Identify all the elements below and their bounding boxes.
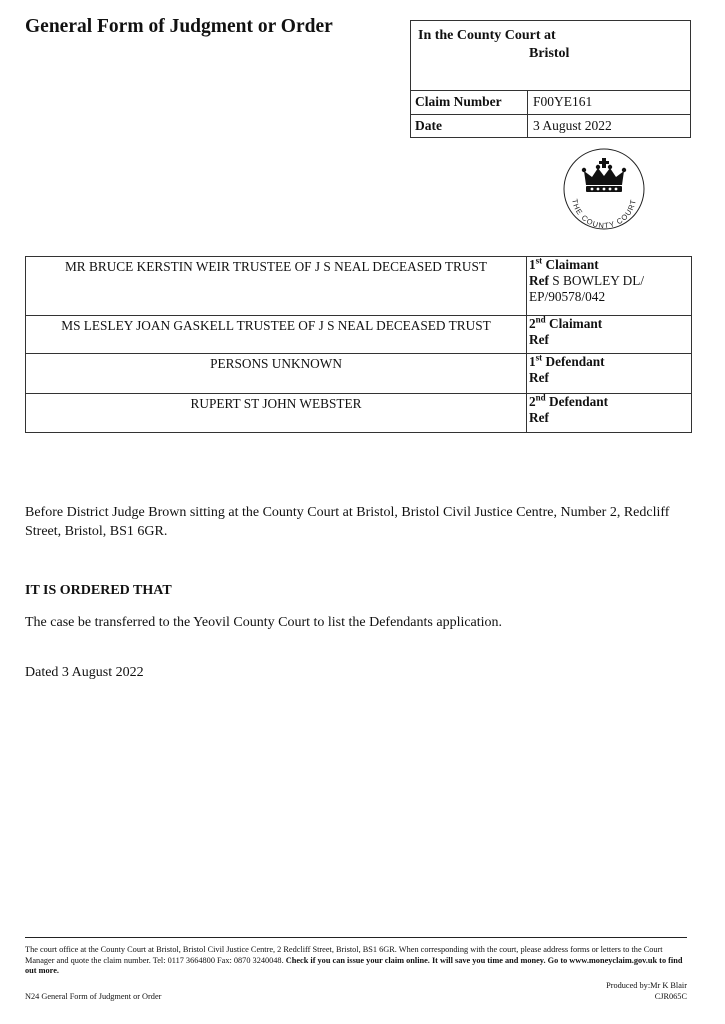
party-ordinal-suffix: st	[535, 255, 543, 266]
footer-code: CJR065C	[654, 992, 687, 1001]
footer-produced-block	[606, 980, 687, 1002]
party-ref-label: Ref	[529, 410, 549, 425]
party-ref-label: Ref	[529, 332, 549, 347]
party-ref-value: S BOWLEY DL/	[552, 273, 645, 288]
party-name: MS LESLEY JOAN GASKELL TRUSTEE OF J S NEAL DECEASED TRUST	[26, 316, 527, 354]
date-value: 3 August 2022	[533, 118, 612, 133]
parties-table	[25, 256, 692, 433]
court-details-box	[410, 20, 691, 138]
party-name: RUPERT ST JOHN WEBSTER	[26, 394, 527, 433]
party-role-cell	[527, 354, 692, 394]
svg-text:THE COUNTY COURT	[570, 198, 638, 230]
crown-seal-icon	[562, 144, 646, 234]
party-name: PERSONS UNKNOWN	[26, 354, 527, 394]
order-heading: IT IS ORDERED THAT	[25, 583, 172, 598]
party-role: Defendant	[545, 354, 605, 369]
party-role: Claimant	[545, 257, 599, 272]
claim-number-label: Claim Number	[411, 91, 528, 114]
party-row	[26, 354, 692, 394]
party-ordinal-suffix: nd	[535, 314, 546, 325]
claim-number-value: F00YE161	[533, 94, 593, 109]
party-ordinal: 1	[529, 257, 536, 272]
footer-notice-bold: Check if you can issue your claim online. It will save you time and money. Go to www.moneyclaim.gov.uk to find out more.	[25, 955, 683, 975]
party-ordinal-suffix: st	[535, 352, 543, 363]
footer-produced-by: Produced by:Mr K Blair	[606, 981, 687, 990]
party-ordinal-suffix: nd	[535, 392, 546, 403]
seal-text: THE COUNTY COURT	[570, 198, 638, 231]
party-row	[26, 394, 692, 433]
party-role-cell	[527, 394, 692, 433]
footer-notice	[25, 945, 687, 977]
footer-divider	[25, 937, 687, 938]
date-label: Date	[411, 115, 528, 138]
party-role-cell	[527, 257, 692, 316]
party-role: Defendant	[549, 394, 609, 409]
footer-notice-text: The court office at the County Court at Bristol, Bristol Civil Justice Centre, 2 Redcliff Street, Bristol, BS1 6GR. When corresponding with the court, please address forms or letters to the Court Manager and quote the claim number. Tel: 0117 3664800 Fax: 0870 3240048.	[25, 945, 663, 965]
court-name: Bristol	[529, 46, 570, 61]
claim-number-row	[411, 90, 690, 114]
order-text: The case be transferred to the Yeovil County Court to list the Defendants application.	[25, 615, 503, 630]
court-heading: In the County Court at	[418, 28, 556, 43]
document-title: General Form of Judgment or Order	[25, 16, 333, 37]
party-name: MR BRUCE KERSTIN WEIR TRUSTEE OF J S NEAL DECEASED TRUST	[26, 257, 527, 316]
party-ref-label: Ref	[529, 370, 549, 385]
before-judge-paragraph: Before District Judge Brown sitting at the County Court at Bristol, Bristol Civil Justice Centre, Number 2, Redcliff Street, Bristol, BS1 6GR.	[25, 505, 670, 539]
party-ordinal: 1	[529, 354, 536, 369]
party-ref-label: Ref	[529, 273, 549, 288]
party-ordinal: 2	[529, 394, 536, 409]
dated-line: Dated 3 August 2022	[25, 665, 144, 680]
party-role-cell	[527, 316, 692, 354]
party-role: Claimant	[549, 316, 603, 331]
party-ref-value-cont: EP/90578/042	[529, 289, 606, 304]
party-row	[26, 316, 692, 354]
date-row	[411, 114, 690, 138]
footer-form-name: N24 General Form of Judgment or Order	[25, 992, 162, 1001]
party-ordinal: 2	[529, 316, 536, 331]
party-row	[26, 257, 692, 316]
